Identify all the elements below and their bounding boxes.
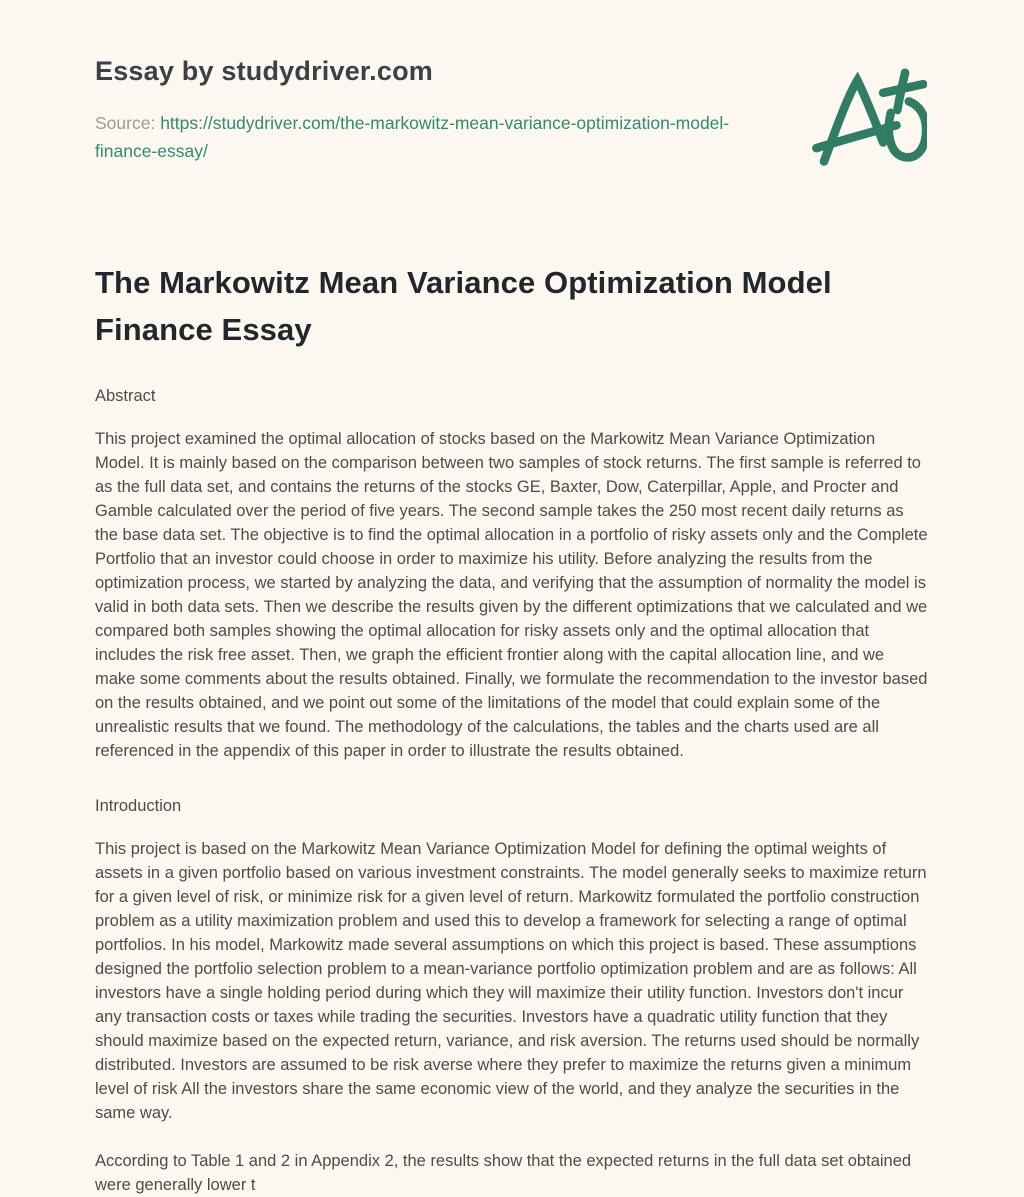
header-text-block [95,56,745,165]
abstract-heading: Abstract [95,387,156,405]
source-label: Source: [95,113,156,133]
source-line [95,109,745,165]
site-title: Essay by studydriver.com [95,56,433,86]
source-url-link[interactable]: https://studydriver.com/the-markowitz-mean-variance-optimization-model-finance-essay/ [95,113,730,161]
introduction-paragraph: This project is based on the Markowitz Mean Variance Optimization Model for defining the optimal weights of assets in a given portfolio based on various investment constraints. The model generally seeks to maximize return for a given level of risk, or minimize risk for a given level of return. Markowitz formulated the portfolio construction problem as a utility maximization problem and used this to develop a framework for selecting a range of optimal portfolios. In his model, Markowitz made several assumptions on which this project is based. These assumptions designed the portfolio selection problem to a mean-variance portfolio optimization problem and are as follows: All investors have a single holding period during which they will maximize their utility function. Investors don't incur any transaction costs or taxes while trading the securities. Investors have a quadratic utility function that they should maximize based on the expected return, variance, and risk aversion. The returns used should be normally distributed. Investors are assumed to be risk averse where they prefer to maximize the returns given a minimum level of risk All the investors share the same economic view of the world, and they analyze the securities in the same way. [95,840,927,1122]
introduction-heading: Introduction [95,797,182,815]
results-paragraph-truncated: According to Table 1 and 2 in Appendix 2, the results show that the expected returns in the full data set obtained were generally lower t [95,1152,912,1194]
abstract-paragraph: This project examined the optimal allocation of stocks based on the Markowitz Mean Variance Optimization Model. It is mainly based on the comparison between two samples of stock returns. The first sample is referred to as the full data set, and contains the returns of the stocks GE, Baxter, Dow, Caterpillar, Apple, and Procter and Gamble calculated over the period of five years. The second sample takes the 250 most recent daily returns as the base data set. The objective is to find the optimal allocation in a portfolio of risky assets only and the Complete Portfolio that an investor could choose in order to maximize his utility. Before analyzing the results from the optimization process, we started by analyzing the data, and verifying that the assumption of normality the model is valid in both data sets. Then we describe the results given by the different optimizations that we calculated and we compared both samples showing the optimal allocation for risky assets only and the optimal allocation that includes the risk free asset. Then, we graph the efficient frontier along with the capital allocation line, and we make some comments about the results obtained. Finally, we formulate the recommendation to the investor based on the results obtained, and we point out some of the limitations of the model that could explain some of the unrealistic results that we found. The methodology of the calculations, the tables and the charts used are all referenced in the appendix of this paper in order to illustrate the results obtained. [95,430,928,760]
studydriver-a-plus-logo-icon [803,64,927,181]
article-title: The Markowitz Mean Variance Optimization Model Finance Essay [95,265,832,347]
page-header [95,0,929,181]
